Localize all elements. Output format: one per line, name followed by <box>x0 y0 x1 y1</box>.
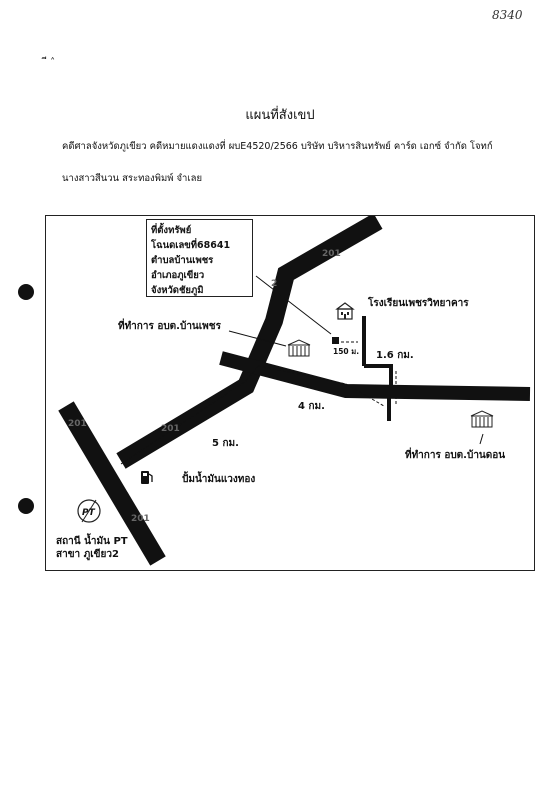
fuel-pump-icon <box>140 469 154 485</box>
sketch-map <box>45 215 535 571</box>
corner-marks: ี ˄ <box>47 57 56 68</box>
punch-hole-bottom <box>18 498 34 514</box>
distance-1-6km: 1.6 กม. <box>376 350 414 361</box>
school-label: โรงเรียนเพชรวิทยาคาร <box>368 298 469 309</box>
school-building-icon <box>335 302 355 320</box>
office-banphet-label: ที่ทำการ อบต.บ้านเพชร <box>118 321 221 332</box>
callout-line-4: อำเภอภูเขียว <box>151 270 205 281</box>
pt-station-label-1: สถานี น้ำมัน PT <box>56 536 128 547</box>
road-number-4: 201 <box>161 424 180 434</box>
distance-150m: 150 ม. <box>333 347 360 356</box>
case-caption-line-1: คดีศาลจังหวัดภูเขียว คดีหมายแดงแดงที่ ผบE4520/2566 บริษัท บริหารสินทรัพย์ คาร์ด เอกซ์ จำกัด โจทก์ <box>62 141 493 152</box>
road-number-1: 201 <box>322 249 341 259</box>
road-east <box>221 358 530 394</box>
callout-line-1: ที่ตั้งทรัพย์ <box>151 225 192 236</box>
road-number-3: 201 <box>68 419 87 429</box>
callout-line-2: โฉนดเลขที่68641 <box>151 240 231 251</box>
bandon-pointer <box>480 434 483 444</box>
pt-station-label-2: สาขา ภูเขียว2 <box>56 549 119 560</box>
office-bandon-label: ที่ทำการ อบต.บ้านดอน <box>405 450 506 461</box>
property-marker-icon <box>332 337 339 344</box>
government-building-icon <box>286 339 312 357</box>
callout-line-5: จังหวัดชัยภูมิ <box>151 285 204 296</box>
distance-4km: 4 กม. <box>298 401 325 412</box>
gas-station-label: ปั้มน้ำมันแวงทอง <box>182 474 256 485</box>
property-callout <box>146 219 253 297</box>
pt-logo-icon <box>76 498 102 524</box>
distance-5km: 5 กม. <box>212 438 239 449</box>
map-roads-layer <box>46 216 534 570</box>
case-caption-line-2: นางสาวสีนวน สระทองพิมพ์ จำเลย <box>62 173 203 184</box>
road-number-5: 201 <box>131 514 150 524</box>
pt-logo-text: PT <box>82 508 95 518</box>
road-number-2: 2 <box>271 279 278 289</box>
government-building-icon-bandon <box>469 410 495 428</box>
callout-line-3: ตำบลบ้านเพชร <box>151 255 214 266</box>
handwritten-page-number: 8340 <box>492 8 523 22</box>
punch-hole-top <box>18 284 34 300</box>
page-title: แผนที่สังเขป <box>245 108 315 123</box>
